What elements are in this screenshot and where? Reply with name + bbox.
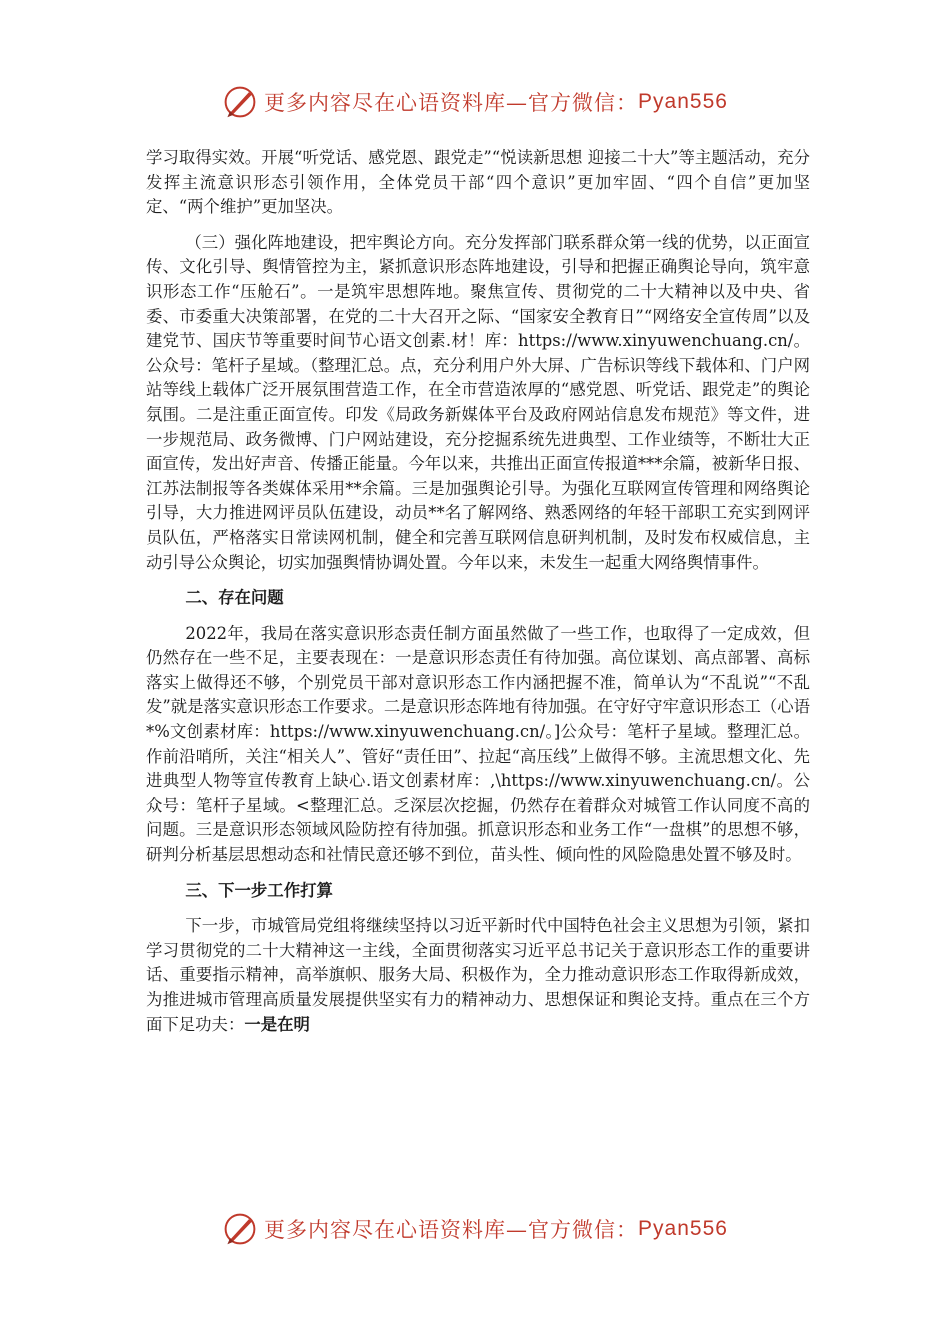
section-heading: 三、下一步工作打算: [185, 880, 333, 900]
paragraph: 学习取得实效。开展“听党话、感党恩、跟党走”“悦读新思想 迎接二十大”等主题活动，充分发挥主流意识形态引领作用，全体党员干部“四个意识”更加牢固、“四个自信”更加坚定、“两个维护”更加坚决。: [146, 148, 810, 217]
banner-wechat-id: Pyan556: [638, 1217, 728, 1240]
banner-wechat-id: Pyan556: [638, 90, 728, 113]
banner-text: 更多内容尽在心语资料库—官方微信：: [264, 91, 639, 115]
paragraph: （三）强化阵地建设，把牢舆论方向。充分发挥部门联系群众第一线的优势，以正面宣传、文化引导、舆情管控为主，紧抓意识形态阵地建设，引导和把握正确舆论导向，筑牢意识形态工作“压舱石”。一是筑牢思想阵地。聚焦宣传、贯彻党的二十大精神以及中央、省委、市委重大决策部署，在党的二十大召开之际、“国家安全教育日”“网络安全宣传周”以及建党节、国庆节等重要时间节心语文创素.材！库：https://www.xinyuwenchuang.cn/。公众号：笔杆子星域。（整理汇总。点，充分利用户外大屏、广告标识等线下载体和、门户网站等线上载体广泛开展氛围营造工作，在全市营造浓厚的“感党恩、听党话、跟党走”的舆论氛围。二是注重正面宣传。印发《局政务新媒体平台及政府网站信息发布规范》等文件，进一步规范局、政务微博、门户网站建设，充分挖掘系统先进典型、工作业绩等，不断壮大正面宣传，发出好声音、传播正能量。今年以来，共推出正面宣传报道***余篇，被新华日报、江苏法制报等各类媒体采用**余篇。三是加强舆论引导。为强化互联网宣传管理和网络舆论引导，大力推进网评员队伍建设，动员**名了解网络、熟悉网络的年轻干部职工充实到网评员队伍，严格落实日常读网机制，健全和完善互联网信息研判机制，及时发布权威信息，主动引导公众舆论，切实加强舆情协调处置。今年以来，未发生一起重大网络舆情事件。: [146, 232, 810, 572]
section-heading: 二、存在问题: [185, 588, 284, 608]
header-banner: [0, 82, 950, 122]
document-body: [146, 146, 810, 1037]
paragraph: 2022年，我局在落实意识形态责任制方面虽然做了一些工作，也取得了一定成效，但仍然存在一些不足，主要表现在：一是意识形态责任有待加强。高位谋划、高点部署、高标落实上做得还不够，个别党员干部对意识形态工作内涵把握不准，简单认为“不乱说”“不乱发”就是落实意识形态工作要求。二是意识形态阵地有待加强。在守好守牢意识形态工（心语*%文创素材库：https://www.xinyuwenchuang.cn/。]公众号：笔杆子星域。整理汇总。作前沿哨所，关注“相关人”、管好“责任田”、拉起“高压线”上做得不够。主流思想文化、先进典型人物等宣传教育上缺心.语文创素材库：,\https://www.xinyuwenchuang.cn/。公众号：笔杆子星域。<整理汇总。乏深层次挖掘，仍然存在着群众对城管工作认同度不高的问题。三是意识形态领域风险防控有待加强。抓意识形态和业务工作“一盘棋”的思想不够，研判分析基层思想动态和社情民意还够不到位，苗头性、倾向性的风险隐患处置不够及时。: [146, 623, 811, 865]
footer-banner: [0, 1209, 950, 1249]
banner-text: 更多内容尽在心语资料库—官方微信：: [264, 1218, 639, 1242]
pen-logo-icon: [222, 84, 258, 120]
paragraph-text: 下一步，市城管局党组将继续坚持以习近平新时代中国特色社会主义思想为引领，紧扣学习贯彻党的二十大精神这一主线，全面贯彻落实习近平总书记关于意识形态工作的重要讲话、重要指示精神，高举旗帜、服务大局、积极作为，全力推动意识形态工作取得新成效，为推进城市管理高质量发展提供坚实有力的精神动力、思想保证和舆论支持。重点在三个方面下足功夫：: [146, 916, 810, 1034]
paragraph: [146, 914, 810, 1037]
paragraph-bold-text: 一是在明: [244, 1014, 310, 1034]
pen-logo-icon: [222, 1211, 258, 1247]
